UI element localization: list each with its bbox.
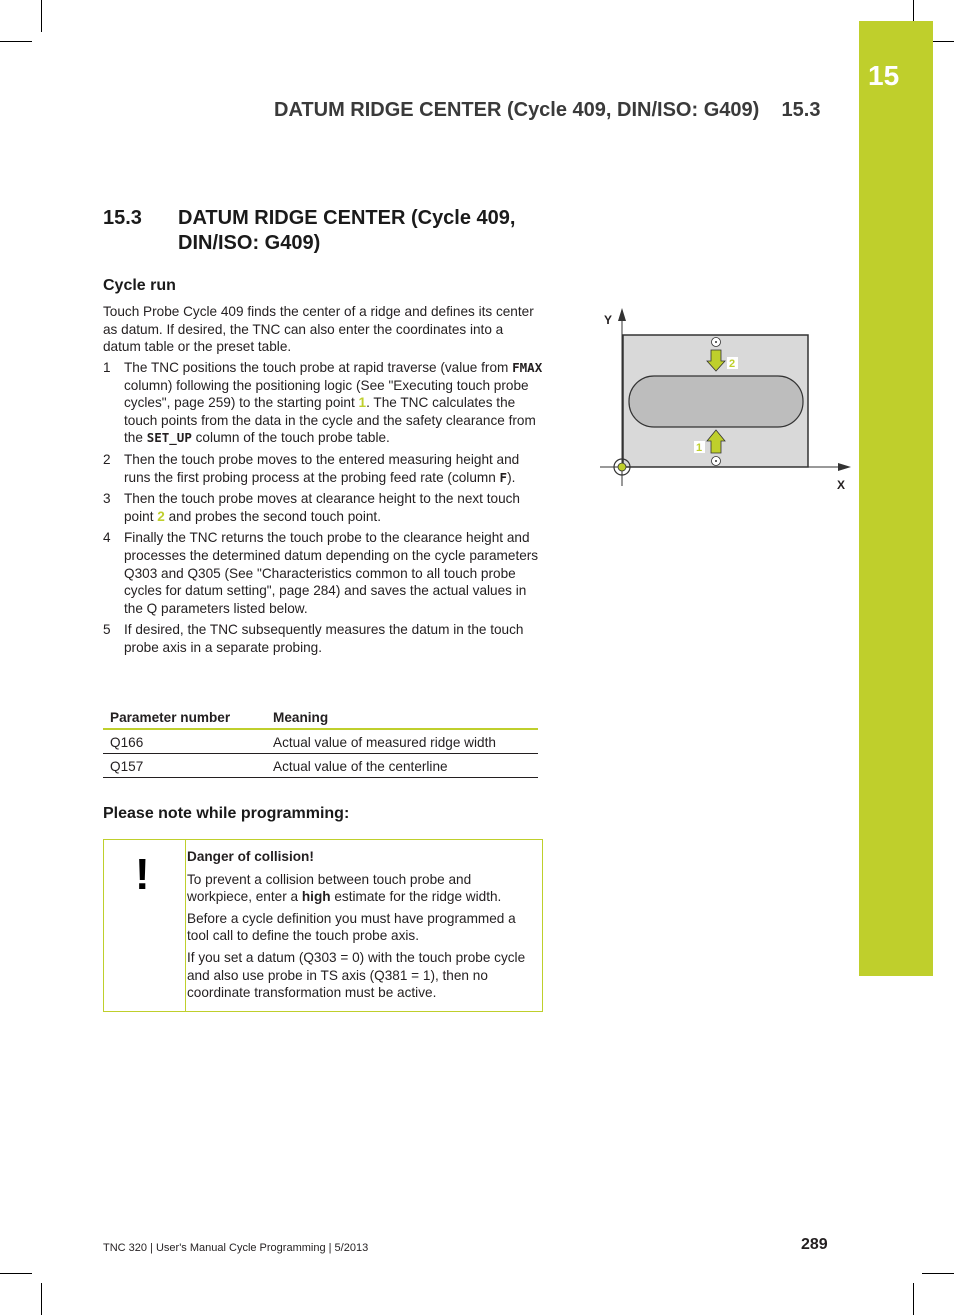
list-item xyxy=(103,359,543,447)
section-number: 15.3 xyxy=(103,207,142,229)
step-number: 4 xyxy=(103,530,111,546)
step-number: 3 xyxy=(103,491,111,507)
list-item xyxy=(103,451,543,486)
warning-paragraph: If you set a datum (Q303 = 0) with the touch probe cycle and also use probe in TS axis (Q381 = 1), then no coordinate transformation must be active. xyxy=(187,949,526,1001)
exclamation-icon: ! xyxy=(135,850,150,899)
step-text: ). xyxy=(507,469,516,485)
table-cell: Actual value of measured ridge width xyxy=(266,729,538,754)
step-number: 5 xyxy=(103,622,111,638)
keyword: SET_UP xyxy=(146,430,192,446)
ridge-shape xyxy=(629,376,803,427)
emphasis: high xyxy=(301,889,331,905)
cycle-run-intro: Touch Probe Cycle 409 finds the center of a ridge and defines its center as datum. If desired, the TNC can also enter the coordinates into a datum table or the preset table. xyxy=(103,304,534,355)
point-reference: 2 xyxy=(157,508,165,524)
point-reference: 1 xyxy=(358,395,367,411)
list-item xyxy=(103,490,543,525)
chapter-number: 15 xyxy=(868,60,900,91)
x-axis-arrow-icon xyxy=(838,463,851,471)
warning-text: estimate for the ridge width. xyxy=(330,889,502,905)
cycle-run-heading: Cycle run xyxy=(103,277,176,294)
warning-box xyxy=(103,839,543,1012)
table-row xyxy=(103,754,538,778)
y-axis-label: Y xyxy=(604,313,613,327)
running-header: DATUM RIDGE CENTER (Cycle 409, DIN/ISO: G409) 15.3 xyxy=(274,99,821,121)
y-axis-arrow-icon xyxy=(618,308,626,321)
crop-mark xyxy=(913,1283,914,1315)
step-text: If desired, the TNC subsequently measures the datum in the touch probe axis in a separate probing. xyxy=(124,622,524,655)
cycle-steps-list xyxy=(103,359,543,661)
step-text: Then the touch probe moves to the entered measuring height and runs the first probing process at the probing feed rate (column xyxy=(124,451,520,485)
chapter-tab xyxy=(859,21,933,976)
crop-mark xyxy=(922,1273,954,1274)
table-cell: Actual value of the centerline xyxy=(266,754,538,778)
x-axis-label: X xyxy=(837,478,846,492)
list-item xyxy=(103,529,543,617)
warning-paragraph: Before a cycle definition you must have programmed a tool call to define the touch probe axis. xyxy=(187,910,516,944)
step-text: column) following the positioning logic (See "Executing touch probe cycles", page 259) to the starting point xyxy=(124,377,529,411)
warning-paragraph xyxy=(187,871,537,906)
note-heading: Please note while programming: xyxy=(103,805,350,822)
crop-mark xyxy=(41,1283,42,1315)
point-2-label: 2 xyxy=(729,358,736,370)
warning-title: Danger of collision! xyxy=(187,849,314,864)
column-header: Meaning xyxy=(266,706,538,729)
section-title: DATUM RIDGE CENTER (Cycle 409, DIN/ISO: G409) xyxy=(178,207,516,254)
step-text: column of the touch probe table. xyxy=(191,430,390,446)
step-text: Finally the TNC returns the touch probe to the clearance height and processes the determined datum depending on the cycle parameters Q303 and Q305 (See "Characteristics common to all touch probe cycles for datum setting", page 284) and saves the actual values in the Q parameters listed below. xyxy=(124,530,539,616)
crop-mark xyxy=(0,1273,32,1274)
step-number: 2 xyxy=(103,451,111,467)
keyword: FMAX xyxy=(512,360,543,375)
warning-text: To prevent a collision between touch probe and workpiece, enter a xyxy=(187,871,472,905)
table-row xyxy=(103,729,538,754)
keyword: F xyxy=(499,469,508,485)
step-text: and probes the second touch point. xyxy=(164,508,381,524)
step-text: . The TNC calculates the touch points from the data in the cycle and the safety clearance from the xyxy=(124,395,536,446)
list-item xyxy=(103,621,543,656)
table-cell: Q157 xyxy=(103,754,266,778)
column-header: Parameter number xyxy=(103,706,266,729)
step-text: Then the touch probe moves at clearance height to the next touch point xyxy=(124,491,520,524)
footer-text: TNC 320 | User's Manual Cycle Programming | 5/2013 xyxy=(103,1242,369,1254)
warning-divider xyxy=(185,840,186,1011)
ridge-probing-figure xyxy=(595,308,857,498)
step-number: 1 xyxy=(103,360,111,375)
parameter-table xyxy=(103,706,538,778)
table-header-row xyxy=(103,706,538,729)
warning-body xyxy=(187,848,537,1006)
crop-mark xyxy=(41,0,42,32)
page-number: 289 xyxy=(801,1236,828,1253)
table-cell: Q166 xyxy=(103,729,266,754)
crop-mark xyxy=(0,41,32,42)
point-1-label: 1 xyxy=(696,442,703,454)
step-text: The TNC positions the touch probe at rapid traverse (value from xyxy=(124,360,513,375)
